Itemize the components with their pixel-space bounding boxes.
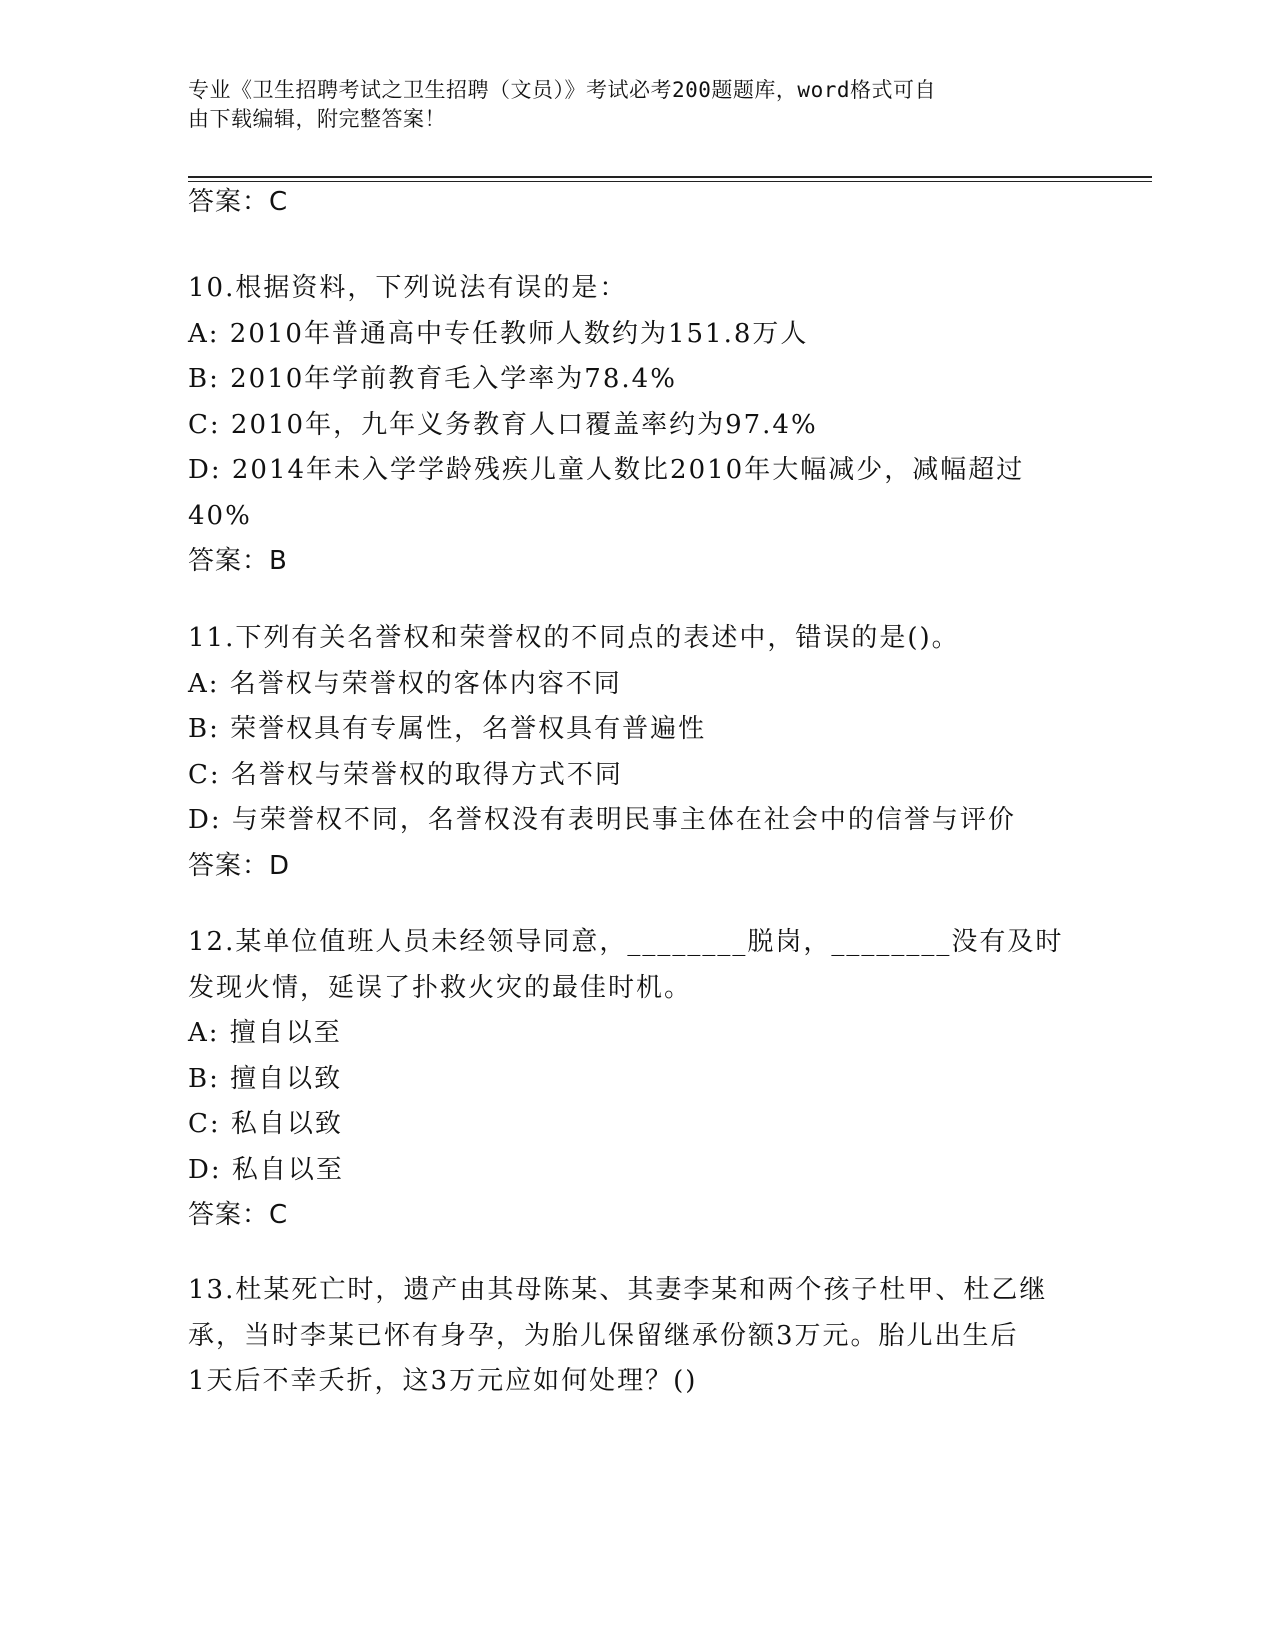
question-12-answer: 答案：C: [188, 1200, 289, 1230]
question-10-option-b: B: 2010年学前教育毛入学率为78.4%: [188, 364, 677, 394]
question-10: [188, 266, 1088, 584]
answer-block-9: [188, 180, 1088, 225]
header-line-1: 专业《卫生招聘考试之卫生招聘（文员）》考试必考200题题库，word格式可自: [188, 78, 936, 102]
question-11-answer: 答案：D: [188, 850, 291, 881]
question-12-option-c: C: 私自以致: [188, 1109, 343, 1139]
question-13-stem-line-3: 1天后不幸夭折，这3万元应如何处理？(): [188, 1366, 698, 1396]
question-11-stem: 11.下列有关名誉权和荣誉权的不同点的表述中，错误的是()。: [188, 623, 960, 653]
question-11-option-a: A: 名誉权与荣誉权的客体内容不同: [188, 668, 622, 699]
question-12-stem-line-1: 12.某单位值班人员未经领导同意，________脱岗，________没有及时: [188, 927, 1064, 957]
question-11-option-c: C: 名誉权与荣誉权的取得方式不同: [188, 759, 623, 790]
header-line-2: 由下载编辑，附完整答案！: [188, 107, 446, 131]
question-11-option-b: B: 荣誉权具有专属性，名誉权具有普遍性: [188, 714, 707, 744]
header-divider-thick: [188, 176, 1152, 178]
question-13: [188, 1268, 1088, 1405]
question-12-option-a: A: 擅自以至: [188, 1018, 342, 1048]
question-10-option-a: A: 2010年普通高中专任教师人数约为151.8万人: [188, 318, 809, 349]
answer-9: 答案：C: [188, 187, 289, 217]
question-10-option-d: D: 2014年未入学学龄残疾儿童人数比2010年大幅减少，减幅超过: [188, 455, 1025, 485]
question-13-stem-line-1: 13.杜某死亡时，遗产由其母陈某、其妻李某和两个孩子杜甲、杜乙继: [188, 1275, 1048, 1305]
question-11: [188, 616, 1088, 889]
document-header: [188, 76, 1068, 134]
question-13-stem-line-2: 承，当时李某已怀有身孕，为胎儿保留继承份额3万元。胎儿出生后: [188, 1320, 1019, 1351]
question-12-option-d: D: 私自以至: [188, 1154, 344, 1185]
question-11-option-d: D: 与荣誉权不同，名誉权没有表明民事主体在社会中的信誉与评价: [188, 805, 1016, 835]
question-10-option-d-continued: 40%: [188, 500, 252, 531]
question-12: [188, 920, 1088, 1238]
question-12-stem-line-2: 发现火情，延误了扑救火灾的最佳时机。: [188, 972, 693, 1003]
question-10-stem: 10.根据资料，下列说法有误的是：: [188, 273, 628, 303]
question-10-option-c: C: 2010年，九年义务教育人口覆盖率约为97.4%: [188, 409, 818, 440]
question-10-answer: 答案：B: [188, 546, 288, 576]
question-12-option-b: B: 擅自以致: [188, 1063, 343, 1094]
